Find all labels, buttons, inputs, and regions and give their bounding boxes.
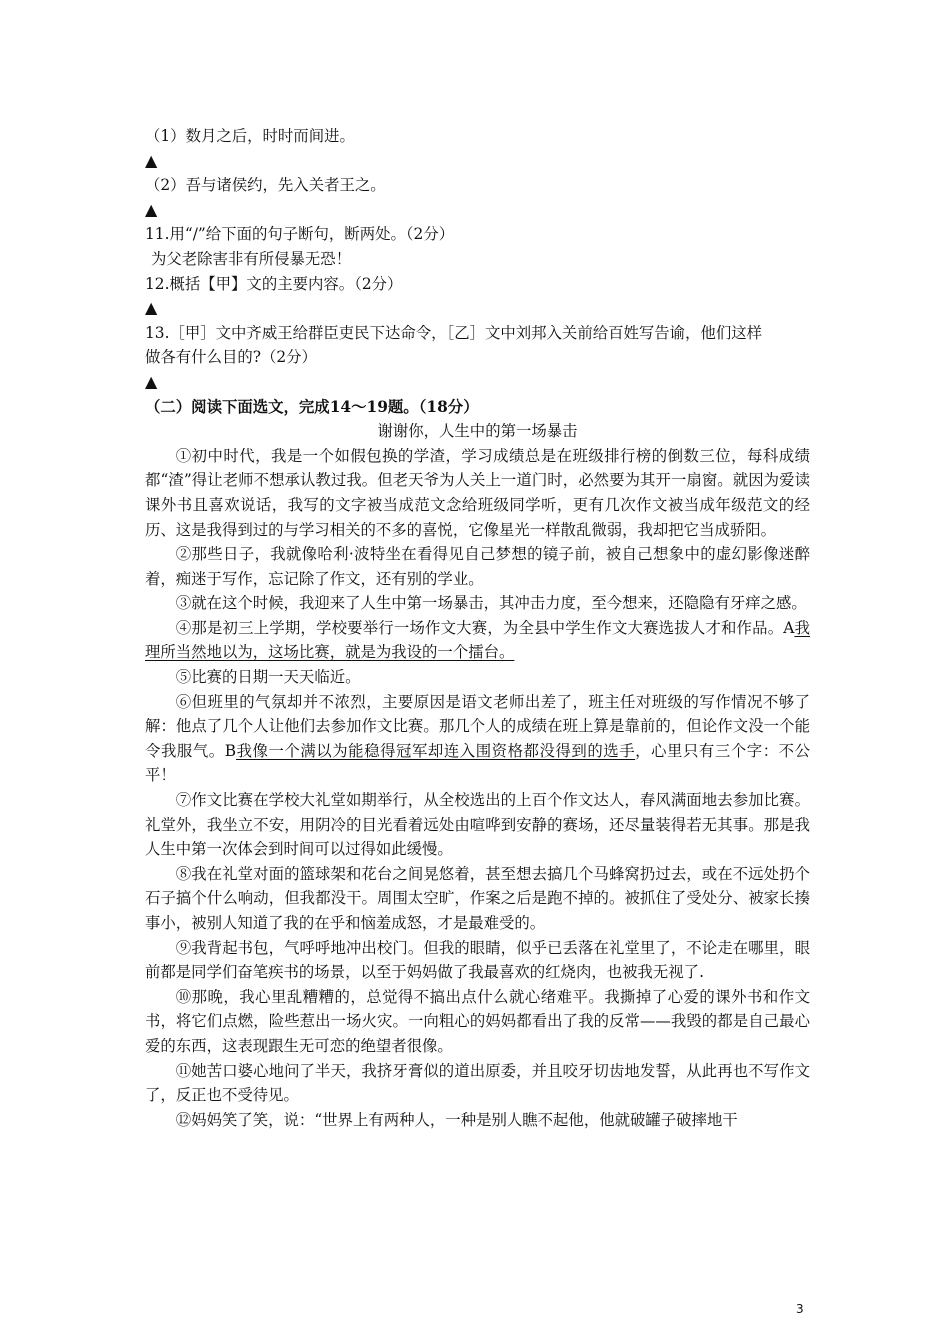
page-content — [145, 124, 810, 1132]
answer-marker: ▲ — [145, 150, 158, 170]
paragraph-7: ⑦作文比赛在学校大礼堂如期举行，从全校选出的上百个作文达人，春风满面地去参加比赛。礼堂外，我坐立不安，用阴冷的目光看着远处由喧哗到安静的赛场，还尽量装得若无其事。那是我人生中第一次体会到时间可以过得如此缓慢。 — [145, 791, 810, 859]
question-13-line-2: 做各有什么目的?（2分） — [145, 348, 317, 367]
paragraph-6-text: ⑥但班里的气氛却并不浓烈，主要原因是语文老师出差了，班主任对班级的写作情况不够了解：他点了几个人让他们去参加作文比赛。那几个人的成绩在班上算是靠前的，但论作文没一个能令我服气。B — [145, 692, 810, 760]
question-10-item-1: （1）数月之后，时时而间进。 — [145, 127, 355, 145]
paragraph-12: ⑫妈妈笑了笑，说：“世界上有两种人，一种是别人瞧不起他，他就破罐子破摔地干 — [175, 1110, 738, 1129]
paragraph-2: ②那些日子，我就像哈利·波特坐在看得见自己梦想的镜子前，被自己想象中的虚幻影像迷醉着，痴迷于写作，忘记除了作文，还有别的学业。 — [145, 545, 810, 588]
article-body — [145, 444, 810, 1133]
underlined-sentence-b: 我像一个满以为能稳得冠军却连入围资格都没得到的选手 — [236, 741, 636, 760]
paragraph-6 — [145, 690, 810, 788]
question-10-item-2: （2）吾与诸侯约，先入关者王之。 — [145, 176, 386, 195]
paragraph-11: ⑪她苦口婆心地问了半天，我挤牙膏似的道出原委，并且咬牙切齿地发誓，从此再也不写作文了，反正也不受待见。 — [145, 1061, 810, 1105]
answer-marker: ▲ — [145, 371, 158, 391]
paragraph-8: ⑧我在礼堂对面的篮球架和花台之间晃悠着，甚至想去搞几个马蜂窝扔过去，或在不远处扔个石子搞个什么响动，但我都没干。周围太空旷，作案之后是跑不掉的。被抓住了受处分、被家长揍事小，被别人知道了我的在乎和恼羞成怒，才是最难受的。 — [145, 864, 810, 932]
paragraph-10: ⑩那晚，我心里乱糟糟的，总觉得不搞出点什么就心绪难平。我撕掉了心爱的课外书和作文书，将它们点燃，险些惹出一场火灾。一向粗心的妈妈都看出了我的反常——我毁的都是自己最心爱的东西，这表现跟生无可恋的绝望者很像。 — [145, 987, 810, 1055]
paragraph-4-text: ④那是初三上学期，学校要举行一场作文大赛，为全县中学生作文大赛选拔人才和作品。A — [175, 618, 795, 637]
paragraph-4 — [145, 616, 810, 665]
question-12: 12.概括【甲】文的主要内容。（2分） — [145, 274, 403, 293]
paragraph-3: ③就在这个时候，我迎来了人生中第一场暴击，其冲击力度，至今想来，还隐隐有牙痒之感。 — [175, 594, 807, 613]
paragraph-5: ⑤比赛的日期一天天临近。 — [175, 668, 361, 687]
page-number: 3 — [796, 1302, 804, 1316]
article-title: 谢谢你，人生中的第一场暴击 — [377, 422, 578, 441]
underlined-sentence-a: 我理所当然地以为，这场比赛，就是为我设的一个擂台。 — [145, 618, 810, 662]
section-heading: （二）阅读下面选文，完成14～19题。（18分） — [145, 397, 479, 416]
question-11-sentence: 为父老除害非有所侵暴无恐！ — [151, 249, 352, 268]
question-11: 11.用“/”给下面的句子断句，断两处。（2分） — [145, 225, 455, 244]
paragraph-6-tail: ，心里只有三个字：不公平！ — [145, 741, 810, 785]
question-13-line-1: 13.［甲］文中齐威王给群臣吏民下达命令，［乙］文中刘邦入关前给百姓写告谕，他们这样 — [145, 323, 763, 342]
answer-marker: ▲ — [145, 298, 158, 318]
paragraph-1: ①初中时代，我是一个如假包换的学渣，学习成绩总是在班级排行榜的倒数三位，每科成绩都“渣”得让老师不想承认教过我。但老天爷为人关上一道门时，必然要为其开一扇窗。就因为爱读课外书且喜欢说话，我写的文字被当成范文念给班级同学听，更有几次作文被当成年级范文的经历、这是我得到过的与学习相关的不多的喜悦，它像星光一样散乱微弱，我却把它当成骄阳。 — [145, 446, 810, 539]
paragraph-9: ⑨我背起书包，气呼呼地冲出校门。但我的眼睛，似乎已丢落在礼堂里了，不论走在哪里，眼前都是同学们奋笔疾书的场景，以至于妈妈做了我最喜欢的红烧肉，也被我无视了. — [145, 938, 810, 982]
answer-marker: ▲ — [145, 199, 158, 219]
